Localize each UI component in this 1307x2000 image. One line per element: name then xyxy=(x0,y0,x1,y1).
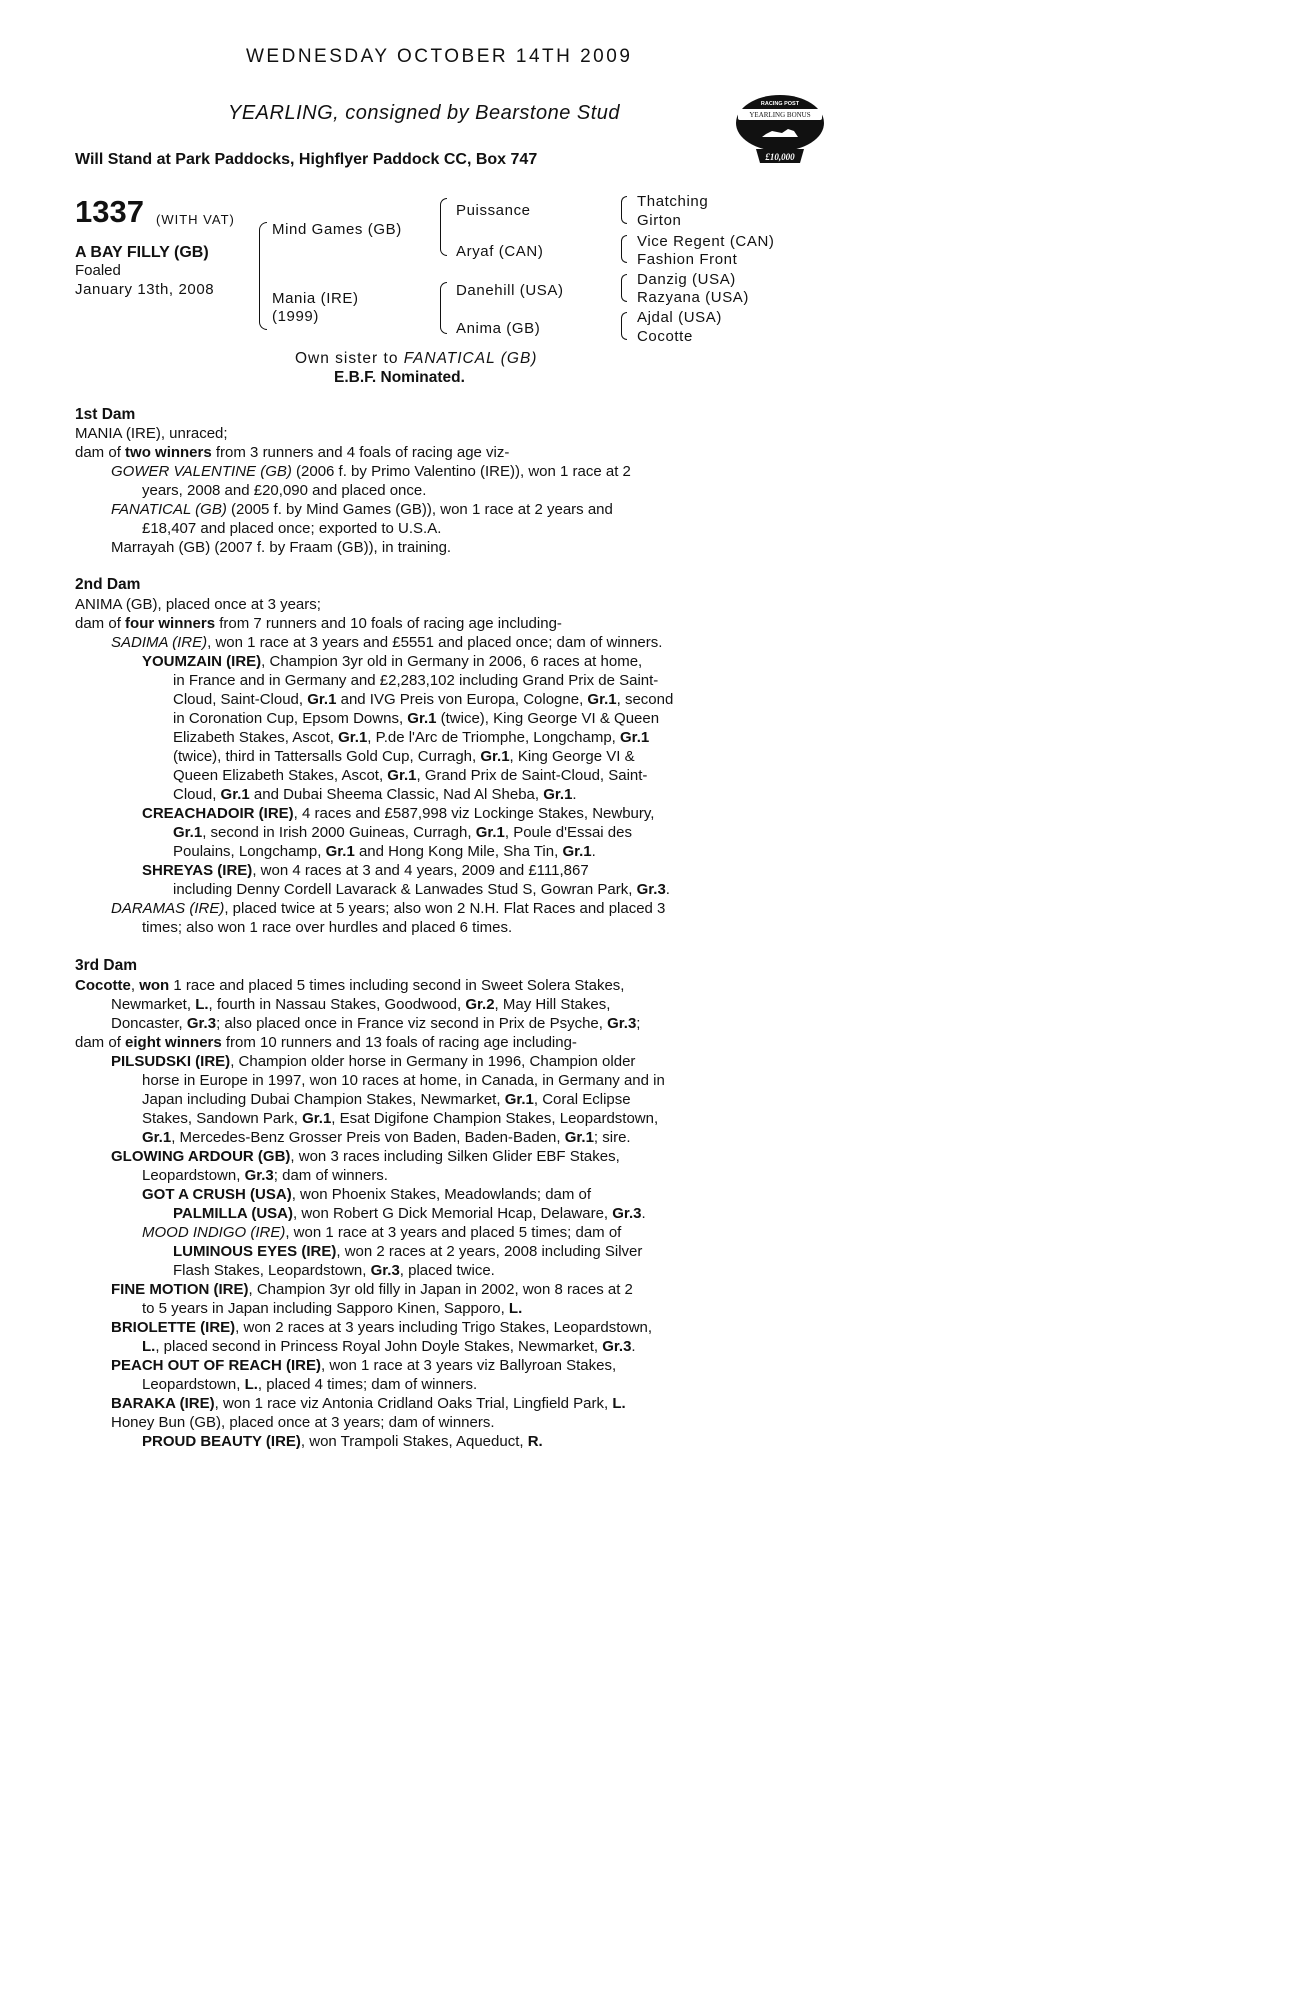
text-line: (twice), third in Tattersalls Gold Cup, Curragh, Gr.1, King George VI & xyxy=(173,748,635,765)
brace xyxy=(621,196,627,224)
vat-note: (WITH VAT) xyxy=(156,212,235,227)
foaled-date: January 13th, 2008 xyxy=(75,281,215,298)
text-line: Poulains, Longchamp, Gr.1 and Hong Kong Mile, Sha Tin, Gr.1. xyxy=(173,843,596,860)
badge-amount: £10,000 xyxy=(765,152,795,162)
text-line: £18,407 and placed once; exported to U.S.A. xyxy=(142,520,442,537)
pedigree-gen3-2: Girton xyxy=(637,212,682,229)
text-line: L., placed second in Princess Royal John Doyle Stakes, Newmarket, Gr.3. xyxy=(142,1338,636,1355)
brace xyxy=(621,274,627,302)
brace xyxy=(259,222,267,330)
produce-entry: CREACHADOIR (IRE), 4 races and £587,998 viz Lockinge Stakes, Newbury, xyxy=(142,805,655,822)
produce-entry: Marrayah (GB) (2007 f. by Fraam (GB)), in training. xyxy=(111,539,452,556)
produce-entry: YOUMZAIN (IRE), Champion 3yr old in Germany in 2006, 6 races at home, xyxy=(142,653,643,670)
text-line: Queen Elizabeth Stakes, Ascot, Gr.1, Grand Prix de Saint-Cloud, Saint- xyxy=(173,767,648,784)
produce-entry: SADIMA (IRE), won 1 race at 3 years and £5551 and placed once; dam of winners. xyxy=(111,634,663,651)
text-line: horse in Europe in 1997, won 10 races at home, in Canada, in Germany and in xyxy=(142,1072,665,1089)
produce-entry: FANATICAL (GB) (2005 f. by Mind Games (GB)), won 1 race at 2 years and xyxy=(111,501,613,518)
text-line: including Denny Cordell Lavarack & Lanwades Stud S, Gowran Park, Gr.3. xyxy=(173,881,670,898)
pedigree-gen2-1: Puissance xyxy=(456,202,531,219)
pedigree-dam-year: (1999) xyxy=(272,308,319,325)
text-line: Gr.1, second in Irish 2000 Guineas, Curragh, Gr.1, Poule d'Essai des xyxy=(173,824,632,841)
pedigree-gen3-6: Razyana (USA) xyxy=(637,289,750,306)
pedigree-gen3-3: Vice Regent (CAN) xyxy=(637,233,775,250)
produce-entry: DARAMAS (IRE), placed twice at 5 years; also won 2 N.H. Flat Races and placed 3 xyxy=(111,900,666,917)
text-line: LUMINOUS EYES (IRE), won 2 races at 2 years, 2008 including Silver xyxy=(173,1243,643,1260)
third-dam-heading: 3rd Dam xyxy=(75,957,138,974)
sale-date: WEDNESDAY OCTOBER 14TH 2009 xyxy=(246,46,633,67)
pedigree-dam: Mania (IRE) xyxy=(272,290,359,307)
badge-middle-text: YEARLING BONUS xyxy=(749,111,811,119)
produce-entry: Honey Bun (GB), placed once at 3 years; dam of winners. xyxy=(111,1414,495,1431)
stand-location: Will Stand at Park Paddocks, Highflyer Paddock CC, Box 747 xyxy=(75,151,538,168)
third-dam-section xyxy=(75,976,755,1451)
pedigree-gen3-5: Danzig (USA) xyxy=(637,271,736,288)
text-line: Gr.1, Mercedes-Benz Grosser Preis von Baden, Baden-Baden, Gr.1; sire. xyxy=(142,1129,631,1146)
produce-entry: PROUD BEAUTY (IRE), won Trampoli Stakes, Aqueduct, R. xyxy=(142,1433,543,1450)
text-line: Cloud, Saint-Cloud, Gr.1 and IVG Preis von Europa, Cologne, Gr.1, second xyxy=(173,691,674,708)
first-dam-heading: 1st Dam xyxy=(75,406,136,423)
pedigree-gen3-1: Thatching xyxy=(637,193,709,210)
text-line: PALMILLA (USA), won Robert G Dick Memorial Hcap, Delaware, Gr.3. xyxy=(173,1205,646,1222)
produce-entry: GOWER VALENTINE (GB) (2006 f. by Primo Valentino (IRE)), won 1 race at 2 xyxy=(111,463,631,480)
produce-entry: GOT A CRUSH (USA), won Phoenix Stakes, Meadowlands; dam of xyxy=(142,1186,592,1203)
text-line: Cloud, Gr.1 and Dubai Sheema Classic, Nad Al Sheba, Gr.1. xyxy=(173,786,577,803)
yearling-bonus-badge xyxy=(732,93,828,165)
badge-top-text: RACING POST xyxy=(760,101,800,107)
pedigree-gen2-4: Anima (GB) xyxy=(456,320,541,337)
text-line: times; also won 1 race over hurdles and placed 6 times. xyxy=(142,919,513,936)
pedigree-gen2-2: Aryaf (CAN) xyxy=(456,243,544,260)
text-line: Japan including Dubai Champion Stakes, Newmarket, Gr.1, Coral Eclipse xyxy=(142,1091,631,1108)
text-line: Elizabeth Stakes, Ascot, Gr.1, P.de l'Arc de Triomphe, Longchamp, Gr.1 xyxy=(173,729,650,746)
first-dam-section xyxy=(75,424,755,557)
text-line: Stakes, Sandown Park, Gr.1, Esat Digifone Champion Stakes, Leopardstown, xyxy=(142,1110,659,1127)
sister-note: Own sister to FANATICAL (GB) xyxy=(295,350,538,367)
lot-number: 1337 xyxy=(75,194,144,229)
pedigree-gen3-7: Ajdal (USA) xyxy=(637,309,722,326)
brace xyxy=(440,198,447,256)
horse-name: A BAY FILLY (GB) xyxy=(75,244,209,261)
ebf-note: E.B.F. Nominated. xyxy=(334,369,465,386)
text-line: to 5 years in Japan including Sapporo Kinen, Sapporo, L. xyxy=(142,1300,523,1317)
text-line: in France and in Germany and £2,283,102 including Grand Prix de Saint- xyxy=(173,672,659,689)
text-line: years, 2008 and £20,090 and placed once. xyxy=(142,482,427,499)
produce-entry: BRIOLETTE (IRE), won 2 races at 3 years including Trigo Stakes, Leopardstown, xyxy=(111,1319,653,1336)
produce-entry: SHREYAS (IRE), won 4 races at 3 and 4 years, 2009 and £111,867 xyxy=(142,862,589,879)
foaled-label: Foaled xyxy=(75,262,121,279)
text-line: Leopardstown, Gr.3; dam of winners. xyxy=(142,1167,388,1184)
produce-entry: PEACH OUT OF REACH (IRE), won 1 race at 3 years viz Ballyroan Stakes, xyxy=(111,1357,617,1374)
text-line: in Coronation Cup, Epsom Downs, Gr.1 (twice), King George VI & Queen xyxy=(173,710,660,727)
second-dam-heading: 2nd Dam xyxy=(75,576,141,593)
brace xyxy=(440,282,447,334)
pedigree-sire: Mind Games (GB) xyxy=(272,221,402,238)
text-line: MANIA (IRE), unraced; xyxy=(75,425,228,442)
text-line: dam of two winners from 3 runners and 4 foals of racing age viz- xyxy=(75,444,510,461)
pedigree-gen2-3: Danehill (USA) xyxy=(456,282,564,299)
pedigree-gen3-8: Cocotte xyxy=(637,328,693,345)
consignment-line: YEARLING, consigned by Bearstone Stud xyxy=(228,102,621,124)
text-line: Cocotte, won 1 race and placed 5 times including second in Sweet Solera Stakes, xyxy=(75,977,625,994)
text-line: ANIMA (GB), placed once at 3 years; xyxy=(75,596,321,613)
text-line: dam of eight winners from 10 runners and 13 foals of racing age including- xyxy=(75,1034,577,1051)
text-line: Flash Stakes, Leopardstown, Gr.3, placed twice. xyxy=(173,1262,495,1279)
brace xyxy=(621,235,627,263)
produce-entry: GLOWING ARDOUR (GB), won 3 races including Silken Glider EBF Stakes, xyxy=(111,1148,620,1165)
text-line: Doncaster, Gr.3; also placed once in France viz second in Prix de Psyche, Gr.3; xyxy=(111,1015,641,1032)
produce-entry: PILSUDSKI (IRE), Champion older horse in Germany in 1996, Champion older xyxy=(111,1053,636,1070)
produce-entry: MOOD INDIGO (IRE), won 1 race at 3 years and placed 5 times; dam of xyxy=(142,1224,622,1241)
pedigree-gen3-4: Fashion Front xyxy=(637,251,738,268)
produce-entry: FINE MOTION (IRE), Champion 3yr old filly in Japan in 2002, won 8 races at 2 xyxy=(111,1281,633,1298)
text-line: dam of four winners from 7 runners and 10 foals of racing age including- xyxy=(75,615,562,632)
text-line: Newmarket, L., fourth in Nassau Stakes, Goodwood, Gr.2, May Hill Stakes, xyxy=(111,996,611,1013)
second-dam-section xyxy=(75,595,755,937)
produce-entry: BARAKA (IRE), won 1 race viz Antonia Cridland Oaks Trial, Lingfield Park, L. xyxy=(111,1395,626,1412)
brace xyxy=(621,312,627,340)
text-line: Leopardstown, L., placed 4 times; dam of winners. xyxy=(142,1376,478,1393)
